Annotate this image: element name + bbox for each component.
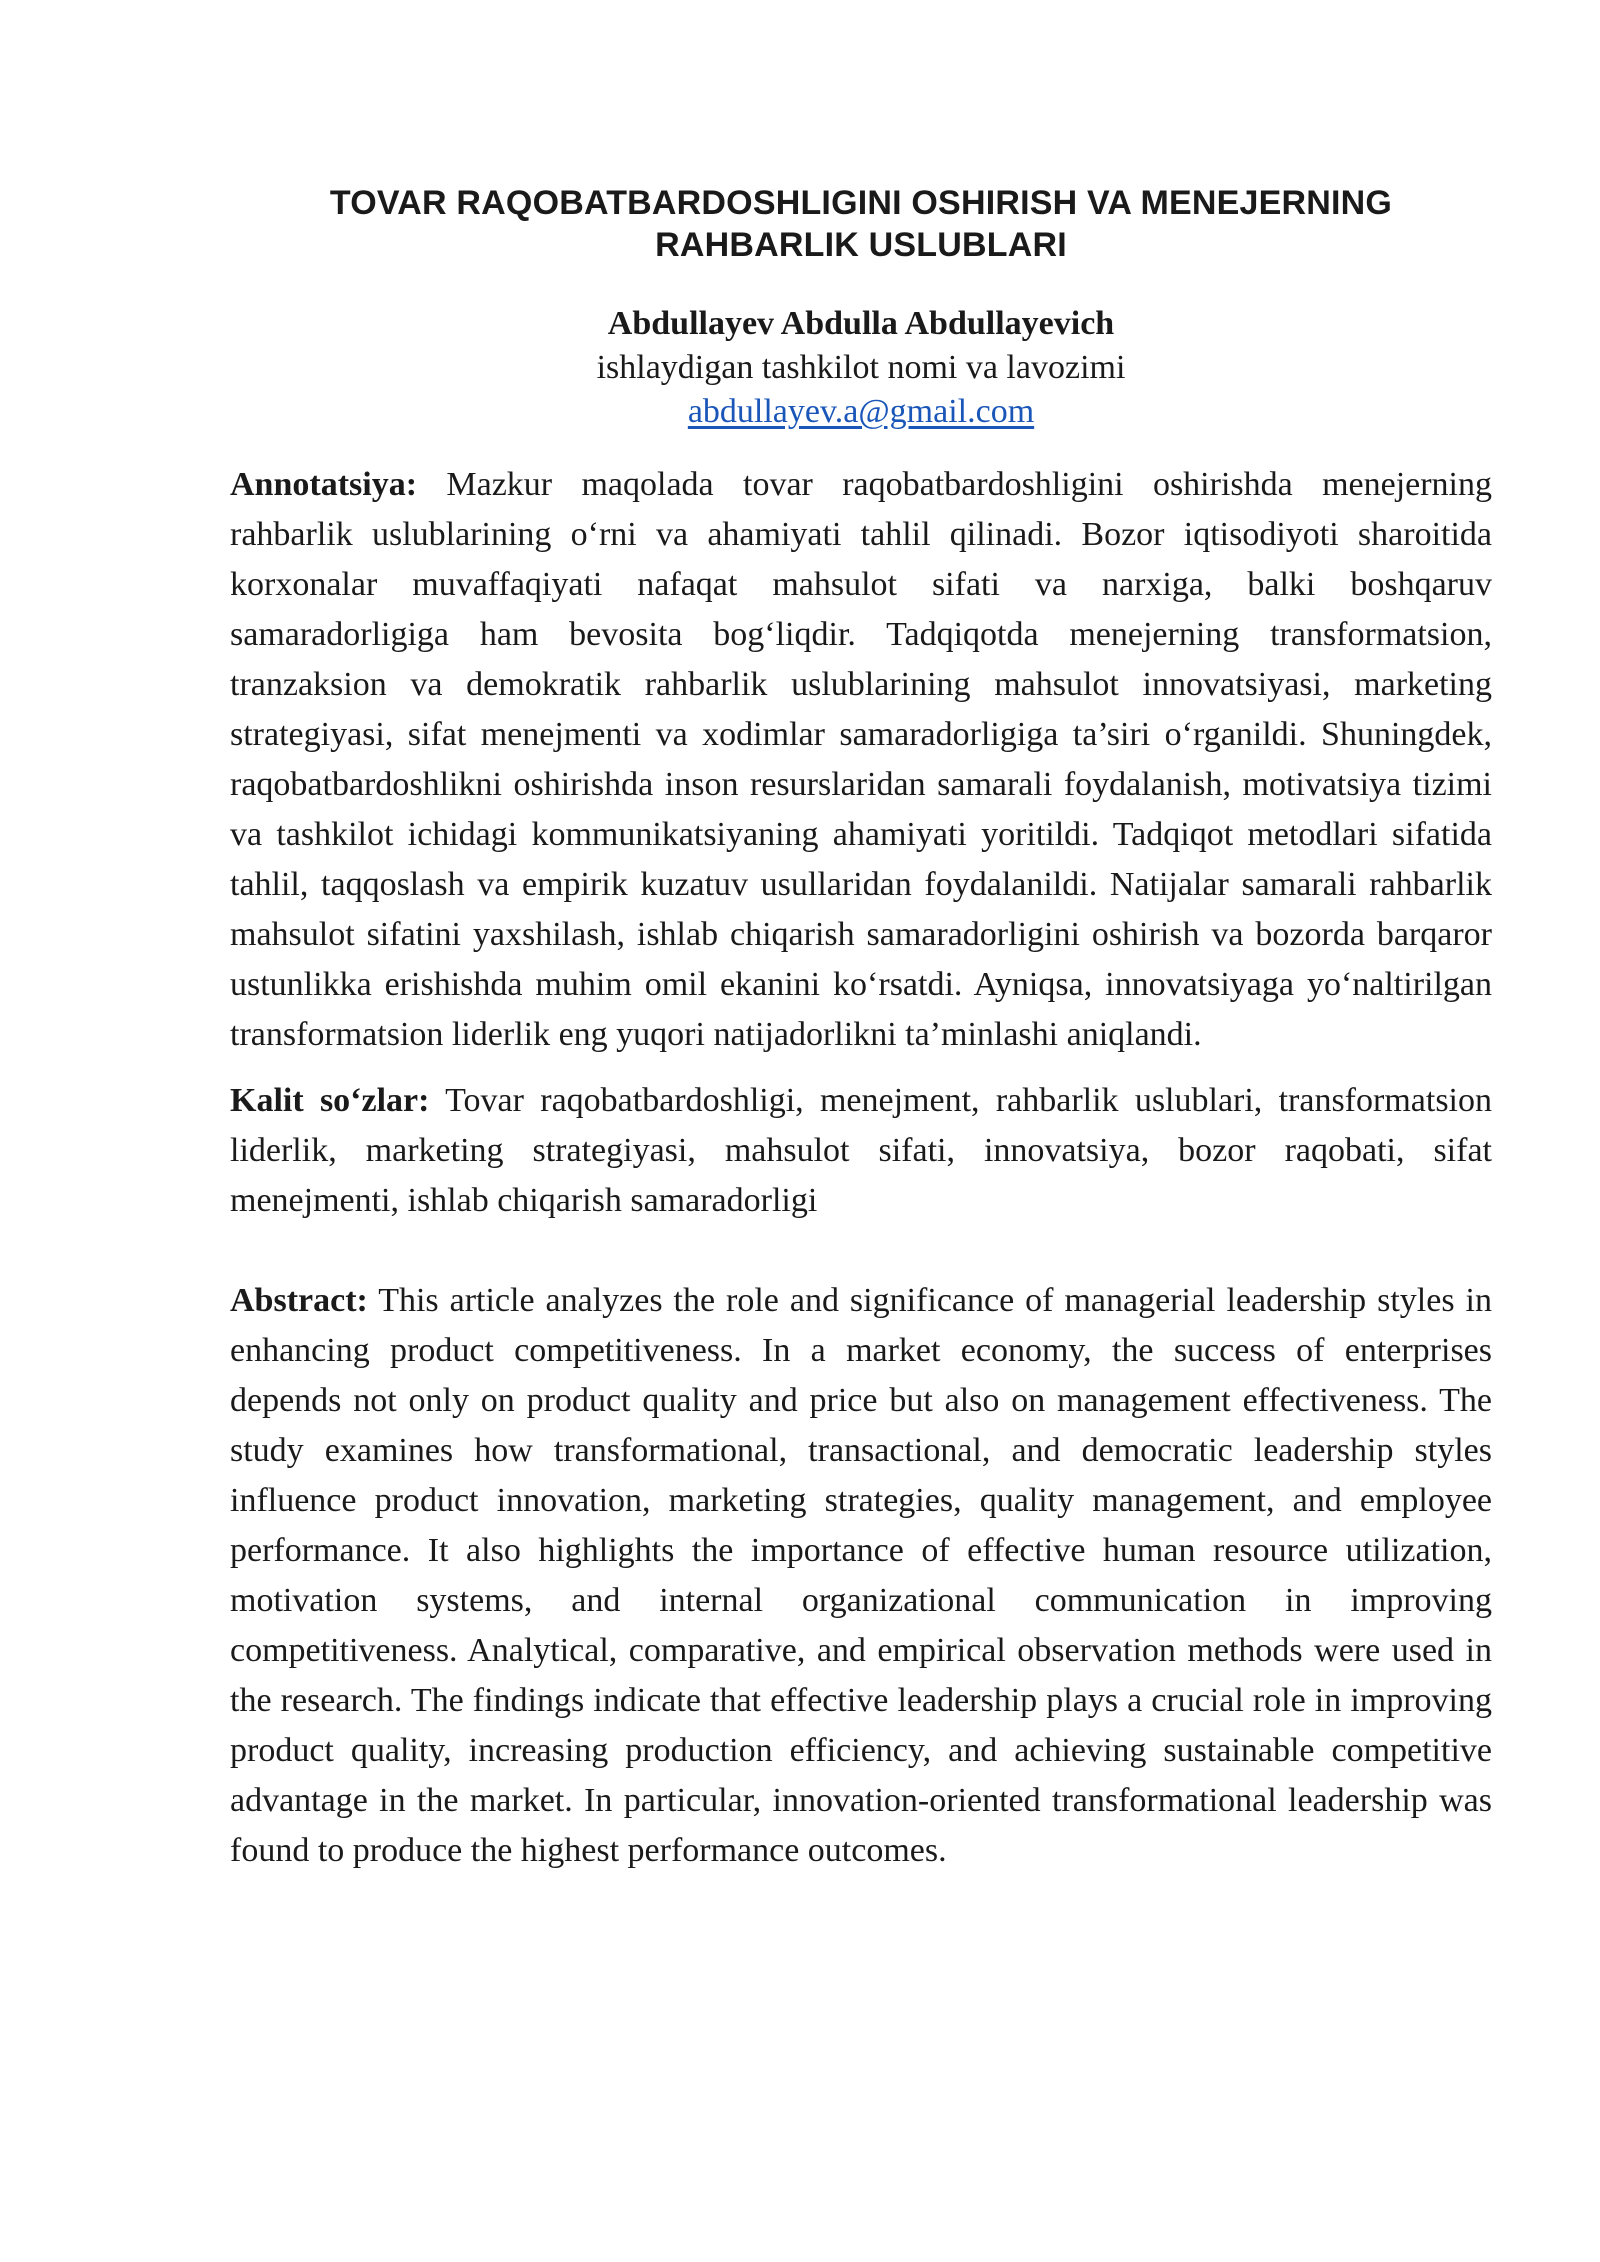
author-name: Abdullayev Abdulla Abdullayevich bbox=[607, 305, 1115, 342]
abstract-paragraph bbox=[230, 1276, 1492, 1876]
keywords-label: Kalit so‘zlar: bbox=[230, 1082, 430, 1119]
keywords-paragraph bbox=[230, 1076, 1492, 1226]
author-email-link[interactable]: abdullayev.a@gmail.com bbox=[687, 393, 1035, 430]
paper-title-line-2: RAHBARLIK USLUBLARI bbox=[655, 226, 1067, 264]
abstract-label: Abstract: bbox=[230, 1282, 368, 1319]
author-block bbox=[230, 302, 1492, 434]
paper-title bbox=[230, 182, 1492, 266]
author-affiliation: ishlaydigan tashkilot nomi va lavozimi bbox=[596, 349, 1126, 386]
annotation-label: Annotatsiya: bbox=[230, 466, 418, 503]
paper-page bbox=[230, 182, 1492, 1876]
annotation-text: Mazkur maqolada tovar raqobatbardoshligini oshirishda menejerning rahbarlik uslublarining o‘rni va ahamiyati tahlil qilinadi. Bozor iqtisodiyoti sharoitida korxonalar muvaffaqiyati nafaqat mahsulot sifati va narxiga, balki boshqaruv samaradorligiga ham bevosita bog‘liqdir. Tadqiqotda menejerning transformatsion, tranzaksion va demokratik rahbarlik uslublarining mahsulot innovatsiyasi, marketing strategiyasi, sifat menejmenti va xodimlar samaradorligiga ta’siri o‘rganildi. Shuningdek, raqobatbardoshlikni oshirishda inson resurslaridan samarali foydalanish, motivatsiya tizimi va tashkilot ichidagi kommunikatsiyaning ahamiyati yoritildi. Tadqiqot metodlari sifatida tahlil, taqqoslash va empirik kuzatuv usullaridan foydalanildi. Natijalar samarali rahbarlik mahsulot sifatini yaxshilash, ishlab chiqarish samaradorligini oshirish va bozorda barqaror ustunlikka erishishda muhim omil ekanini ko‘rsatdi. Ayniqsa, innovatsiyaga yo‘naltirilgan transformatsion liderlik eng yuqori natijadorlikni ta’minlashi aniqlandi. bbox=[230, 466, 1492, 1053]
keywords-text: Tovar raqobatbardoshligi, menejment, rahbarlik uslublari, transformatsion liderlik, marketing strategiyasi, mahsulot sifati, innovatsiya, bozor raqobati, sifat menejmenti, ishlab chiqarish samaradorligi bbox=[230, 1082, 1492, 1219]
abstract-text: This article analyzes the role and significance of managerial leadership styles in enhancing product competitiveness. In a market economy, the success of enterprises depends not only on product quality and price but also on management effectiveness. The study examines how transformational, transactional, and democratic leadership styles influence product innovation, marketing strategies, quality management, and employee performance. It also highlights the importance of effective human resource utilization, motivation systems, and internal organizational communication in improving competitiveness. Analytical, comparative, and empirical observation methods were used in the research. The findings indicate that effective leadership plays a crucial role in improving product quality, increasing production efficiency, and achieving sustainable competitive advantage in the market. In particular, innovation-oriented transformational leadership was found to produce the highest performance outcomes. bbox=[230, 1282, 1492, 1869]
annotation-paragraph bbox=[230, 460, 1492, 1060]
paper-title-line-1: TOVAR RAQOBATBARDOSHLIGINI OSHIRISH VA MENEJERNING bbox=[329, 184, 1393, 222]
